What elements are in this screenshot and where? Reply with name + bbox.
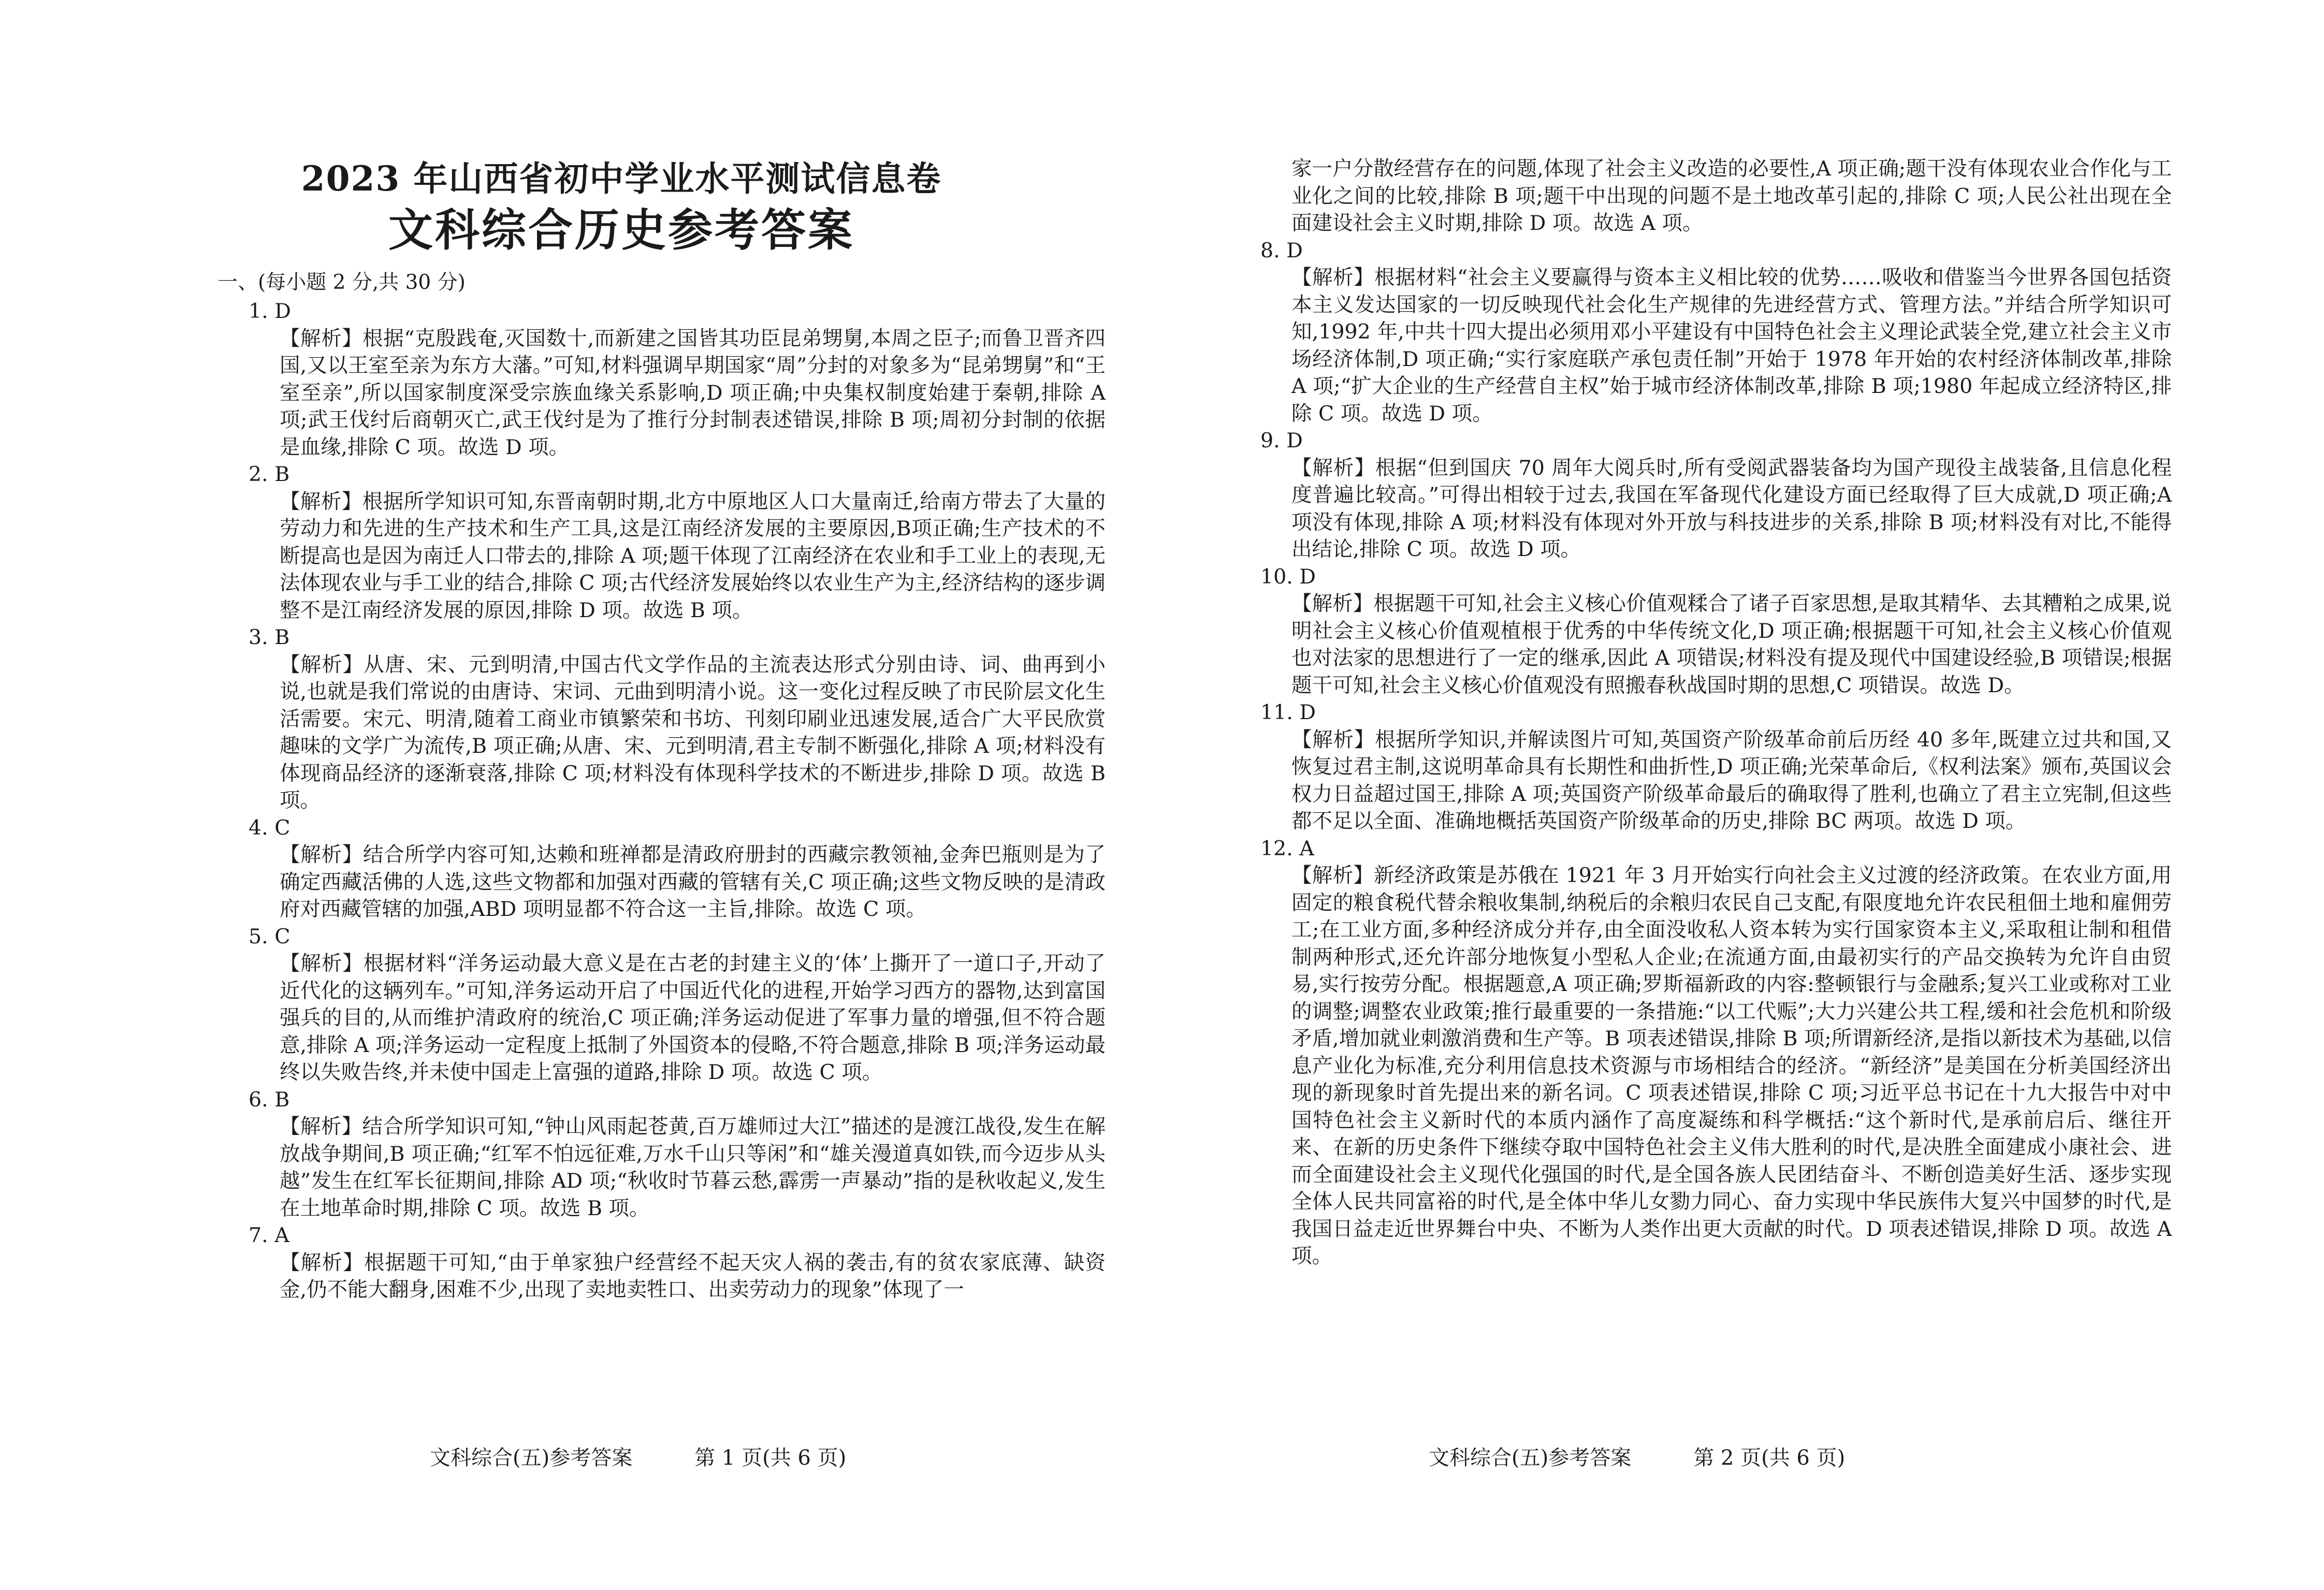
question-explanation: 【解析】根据题干可知,社会主义核心价值观糅合了诸子百家思想,是取其精华、去其糟粕之成果,说明社会主义核心价值观植根于优秀的中华传统文化,D 项正确;根据题干可知,社会主义核心价值观也对法家的思想进行了一定的继承,因此 A 项错误;材料没有提及现代中国建设经验,B 项错误;根据题干可知,社会主义核心价值观没有照搬春秋战国时期的思想,C 项错误。故选 D。 bbox=[1291, 592, 2172, 697]
question-item bbox=[1260, 237, 2172, 428]
title-block bbox=[217, 155, 1025, 259]
question-answer: 9. D bbox=[1260, 429, 1303, 453]
question-answer: 6. B bbox=[249, 1087, 290, 1112]
right-questions bbox=[1260, 155, 2172, 1270]
right-page bbox=[1162, 0, 2324, 1590]
question-answer: 2. B bbox=[249, 462, 290, 486]
question-answer: 8. D bbox=[1260, 238, 1303, 262]
question-explanation: 【解析】根据所学知识可知,东晋南朝时期,北方中原地区人口大量南迁,给南方带去了大量的劳动力和先进的生产技术和生产工具,这是江南经济发展的主要原因,B项正确;生产技术的不断提高也是因为南迁人口带去的,排除 A 项;题干体现了江南经济在农业和手工业上的表现,无法体现农业与手工业的结合,排除 C 项;古代经济发展始终以农业生产为主,经济结构的逐步调整不是江南经济发展的原因,排除 D 项。故选 B 项。 bbox=[280, 489, 1106, 622]
footer-page-number: 第 2 页(共 6 页) bbox=[1693, 1446, 1846, 1470]
answer-key-title: 文科综合历史参考答案 bbox=[388, 204, 854, 256]
question-explanation: 【解析】从唐、宋、元到明清,中国古代文学作品的主流表达形式分别由诗、词、曲再到小说,也就是我们常说的由唐诗、宋词、元曲到明清小说。这一变化过程反映了市民阶层文化生活需要。宋元、明清,随着工商业市镇繁荣和书坊、刊刻印刷业迅速发展,适合广大平民欣赏趣味的文学广为流传,B 项正确;从唐、宋、元到明清,君主专制不断强化,排除 A 项;材料没有体现商品经济的逐渐衰落,排除 C 项;材料没有体现科学技术的不断进步,排除 D 项。故选 B 项。 bbox=[280, 652, 1106, 812]
right-footer bbox=[1429, 1445, 1845, 1471]
question-item bbox=[249, 1222, 1106, 1304]
question-answer: 7. A bbox=[249, 1223, 289, 1247]
question-explanation: 【解析】结合所学知识可知,“钟山风雨起苍黄,百万雄师过大江”描述的是渡江战役,发生在解放战争期间,B 项正确;“红军不怕远征难,万水千山只等闲”和“雄关漫道真如铁,而今迈步从头越”发生在红军长征期间,排除 AD 项;“秋收时节暮云愁,霹雳一声暴动”指的是秋收起义,发生在土地革命时期,排除 C 项。故选 B 项。 bbox=[280, 1115, 1106, 1220]
question-item bbox=[1260, 427, 2172, 563]
section-header: 一、(每小题 2 分,共 30 分) bbox=[217, 271, 466, 294]
question-explanation: 【解析】根据“但到国庆 70 周年大阅兵时,所有受阅武器装备均为国产现役主战装备,且信息化程度普遍比较高。”可得出相较于过去,我国在军备现代化建设方面已经取得了巨大成就,D 项正确;A 项没有体现,排除 A 项;材料没有体现对外开放与科技进步的关系,排除 B 项;材料没有对比,不能得出结论,排除 C 项。故选 D 项。 bbox=[1291, 456, 2172, 561]
question-answer: 3. B bbox=[249, 625, 290, 649]
continuation-paragraph bbox=[1260, 155, 2172, 237]
question-item bbox=[1260, 835, 2172, 1270]
question-answer: 12. A bbox=[1260, 836, 1314, 860]
exam-title: 2023 年山西省初中学业水平测试信息卷 bbox=[301, 158, 942, 199]
footer-title: 文科综合(五)参考答案 bbox=[430, 1446, 633, 1470]
question-explanation: 【解析】根据题干可知,“由于单家独户经营经不起天灾人祸的袭击,有的贫农家底薄、缺资金,仍不能大翻身,困难不少,出现了卖地卖牲口、出卖劳动力的现象”体现了一 bbox=[280, 1250, 1106, 1302]
question-answer: 11. D bbox=[1260, 701, 1316, 724]
question-explanation: 【解析】根据“克殷践奄,灭国数十,而新建之国皆其功臣昆弟甥舅,本周之臣子;而鲁卫晋齐四国,又以王室至亲为东方大藩。”可知,材料强调早期国家“周”分封的对象多为“昆弟甥舅”和“王室至亲”,所以国家制度深受宗族血缘关系影响,D 项正确;中央集权制度始建于秦朝,排除 A 项;武王伐纣后商朝灭亡,武王伐纣是为了推行分封制表述错误,排除 B 项;周初分封制的依据是血缘,排除 C 项。故选 D 项。 bbox=[280, 326, 1106, 459]
question-answer: 5. C bbox=[249, 924, 290, 949]
question-explanation: 【解析】根据材料“社会主义要赢得与资本主义相比较的优势……吸收和借鉴当今世界各国包括资本主义发达国家的一切反映现代社会化生产规律的先进经营方式、管理方法。”并结合所学知识可知,1992 年,中共十四大提出必须用邓小平建设有中国特色社会主义理论武装全党,建立社会主义市场经济体制,D 项正确;“实行家庭联产承包责任制”开始于 1978 年开始的农村经济体制改革,排除 A 项;“扩大企业的生产经营自主权”始于城市经济体制改革,排除 B 项;1980 年起成立经济特区,排除 C 项。故选 D 项。 bbox=[1291, 266, 2172, 426]
question-explanation: 【解析】根据所学知识,并解读图片可知,英国资产阶级革命前后历经 40 多年,既建立过共和国,又恢复过君主制,这说明革命具有长期性和曲折性,D 项正确;光荣革命后,《权利法案》颁布,英国议会权力日益超过国王,排除 A 项;英国资产阶级革命最后的确取得了胜利,也确立了君主立宪制,但这些都不足以全面、准确地概括英国资产阶级革命的历史,排除 BC 两项。故选 D 项。 bbox=[1291, 727, 2172, 833]
footer-title: 文科综合(五)参考答案 bbox=[1429, 1446, 1632, 1470]
question-explanation: 【解析】根据材料“洋务运动最大意义是在古老的封建主义的‘体’上撕开了一道口子,开动了近代化的这辆列车。”可知,洋务运动开启了中国近代化的进程,开始学习西方的器物,达到富国强兵的目的,从而维护清政府的统治,C 项正确;洋务运动促进了军事力量的增强,但不符合题意,排除 A 项;洋务运动一定程度上抵制了外国资本的侵略,不符合题意,排除 B 项;洋务运动最终以失败告终,并未使中国走上富强的道路,排除 D 项。故选 C 项。 bbox=[280, 952, 1106, 1084]
question-item bbox=[249, 298, 1106, 461]
question-answer: 10. D bbox=[1260, 564, 1316, 589]
question-item bbox=[249, 1086, 1106, 1222]
question-item bbox=[1260, 699, 2172, 835]
question-item bbox=[249, 923, 1106, 1086]
question-item bbox=[249, 624, 1106, 814]
question-item bbox=[249, 814, 1106, 923]
footer-page-number: 第 1 页(共 6 页) bbox=[694, 1446, 847, 1470]
question-explanation: 家一户分散经营存在的问题,体现了社会主义改造的必要性,A 项正确;题干没有体现农业合作化与工业化之间的比较,排除 B 项;题干中出现的问题不是土地改革引起的,排除 C 项;人民公社出现在全面建设社会主义时期,排除 D 项。故选 A 项。 bbox=[1291, 157, 2172, 235]
question-item bbox=[1260, 563, 2172, 699]
question-item bbox=[249, 461, 1106, 624]
question-answer: 1. D bbox=[249, 299, 291, 323]
left-questions bbox=[249, 298, 1106, 1304]
question-answer: 4. C bbox=[249, 815, 290, 840]
question-explanation: 【解析】结合所学内容可知,达赖和班禅都是清政府册封的西藏宗教领袖,金奔巴瓶则是为了确定西藏活佛的人选,这些文物都和加强对西藏的管辖有关,C 项正确;这些文物反映的是清政府对西藏管辖的加强,ABD 项明显都不符合这一主旨,排除。故选 C 项。 bbox=[280, 843, 1106, 921]
left-footer bbox=[430, 1445, 846, 1471]
question-explanation: 【解析】新经济政策是苏俄在 1921 年 3 月开始实行向社会主义过渡的经济政策。在农业方面,用固定的粮食税代替余粮收集制,纳税后的余粮归农民自己支配,有限度地允许农民租佃土地和雇佣劳工;在工业方面,多种经济成分并存,由全面没收私人资本转为实行国家资本主义,采取租让制和租借制两种形式,还允许部分地恢复小型私人企业;在流通方面,由最初实行的产品交换转为允许自由贸易,实行按劳分配。根据题意,A 项正确;罗斯福新政的内容:整顿银行与金融系;复兴工业或称对工业的调整;调整农业政策;推行最重要的一条措施:“以工代赈”;大力兴建公共工程,缓和社会危机和阶级矛盾,增加就业刺激消费和生产等。B 项表述错误,排除 B 项;所谓新经济,是指以新技术为基础,以信息产业化为标准,充分利用信息技术资源与市场相结合的经济。“新经济”是美国在分析美国经济出现的新现象时首先提出来的新名词。C 项表述错误,排除 C 项;习近平总书记在十九大报告中对中国特色社会主义新时代的本质内涵作了高度凝练和科学概括:“这个新时代,是承前启后、继往开来、在新的历史条件下继续夺取中国特色社会主义伟大胜利的时代,是决胜全面建成小康社会、进而全面建设社会主义现代化强国的时代,是全国各族人民团结奋斗、不断创造美好生活、逐步实现全体人民共同富裕的时代,是全体中华儿女勠力同心、奋力实现中华民族伟大复兴中国梦的时代,是我国日益走近世界舞台中央、不断为人类作出更大贡献的时代。D 项表述错误,排除 D 项。故选 A 项。 bbox=[1291, 864, 2172, 1268]
